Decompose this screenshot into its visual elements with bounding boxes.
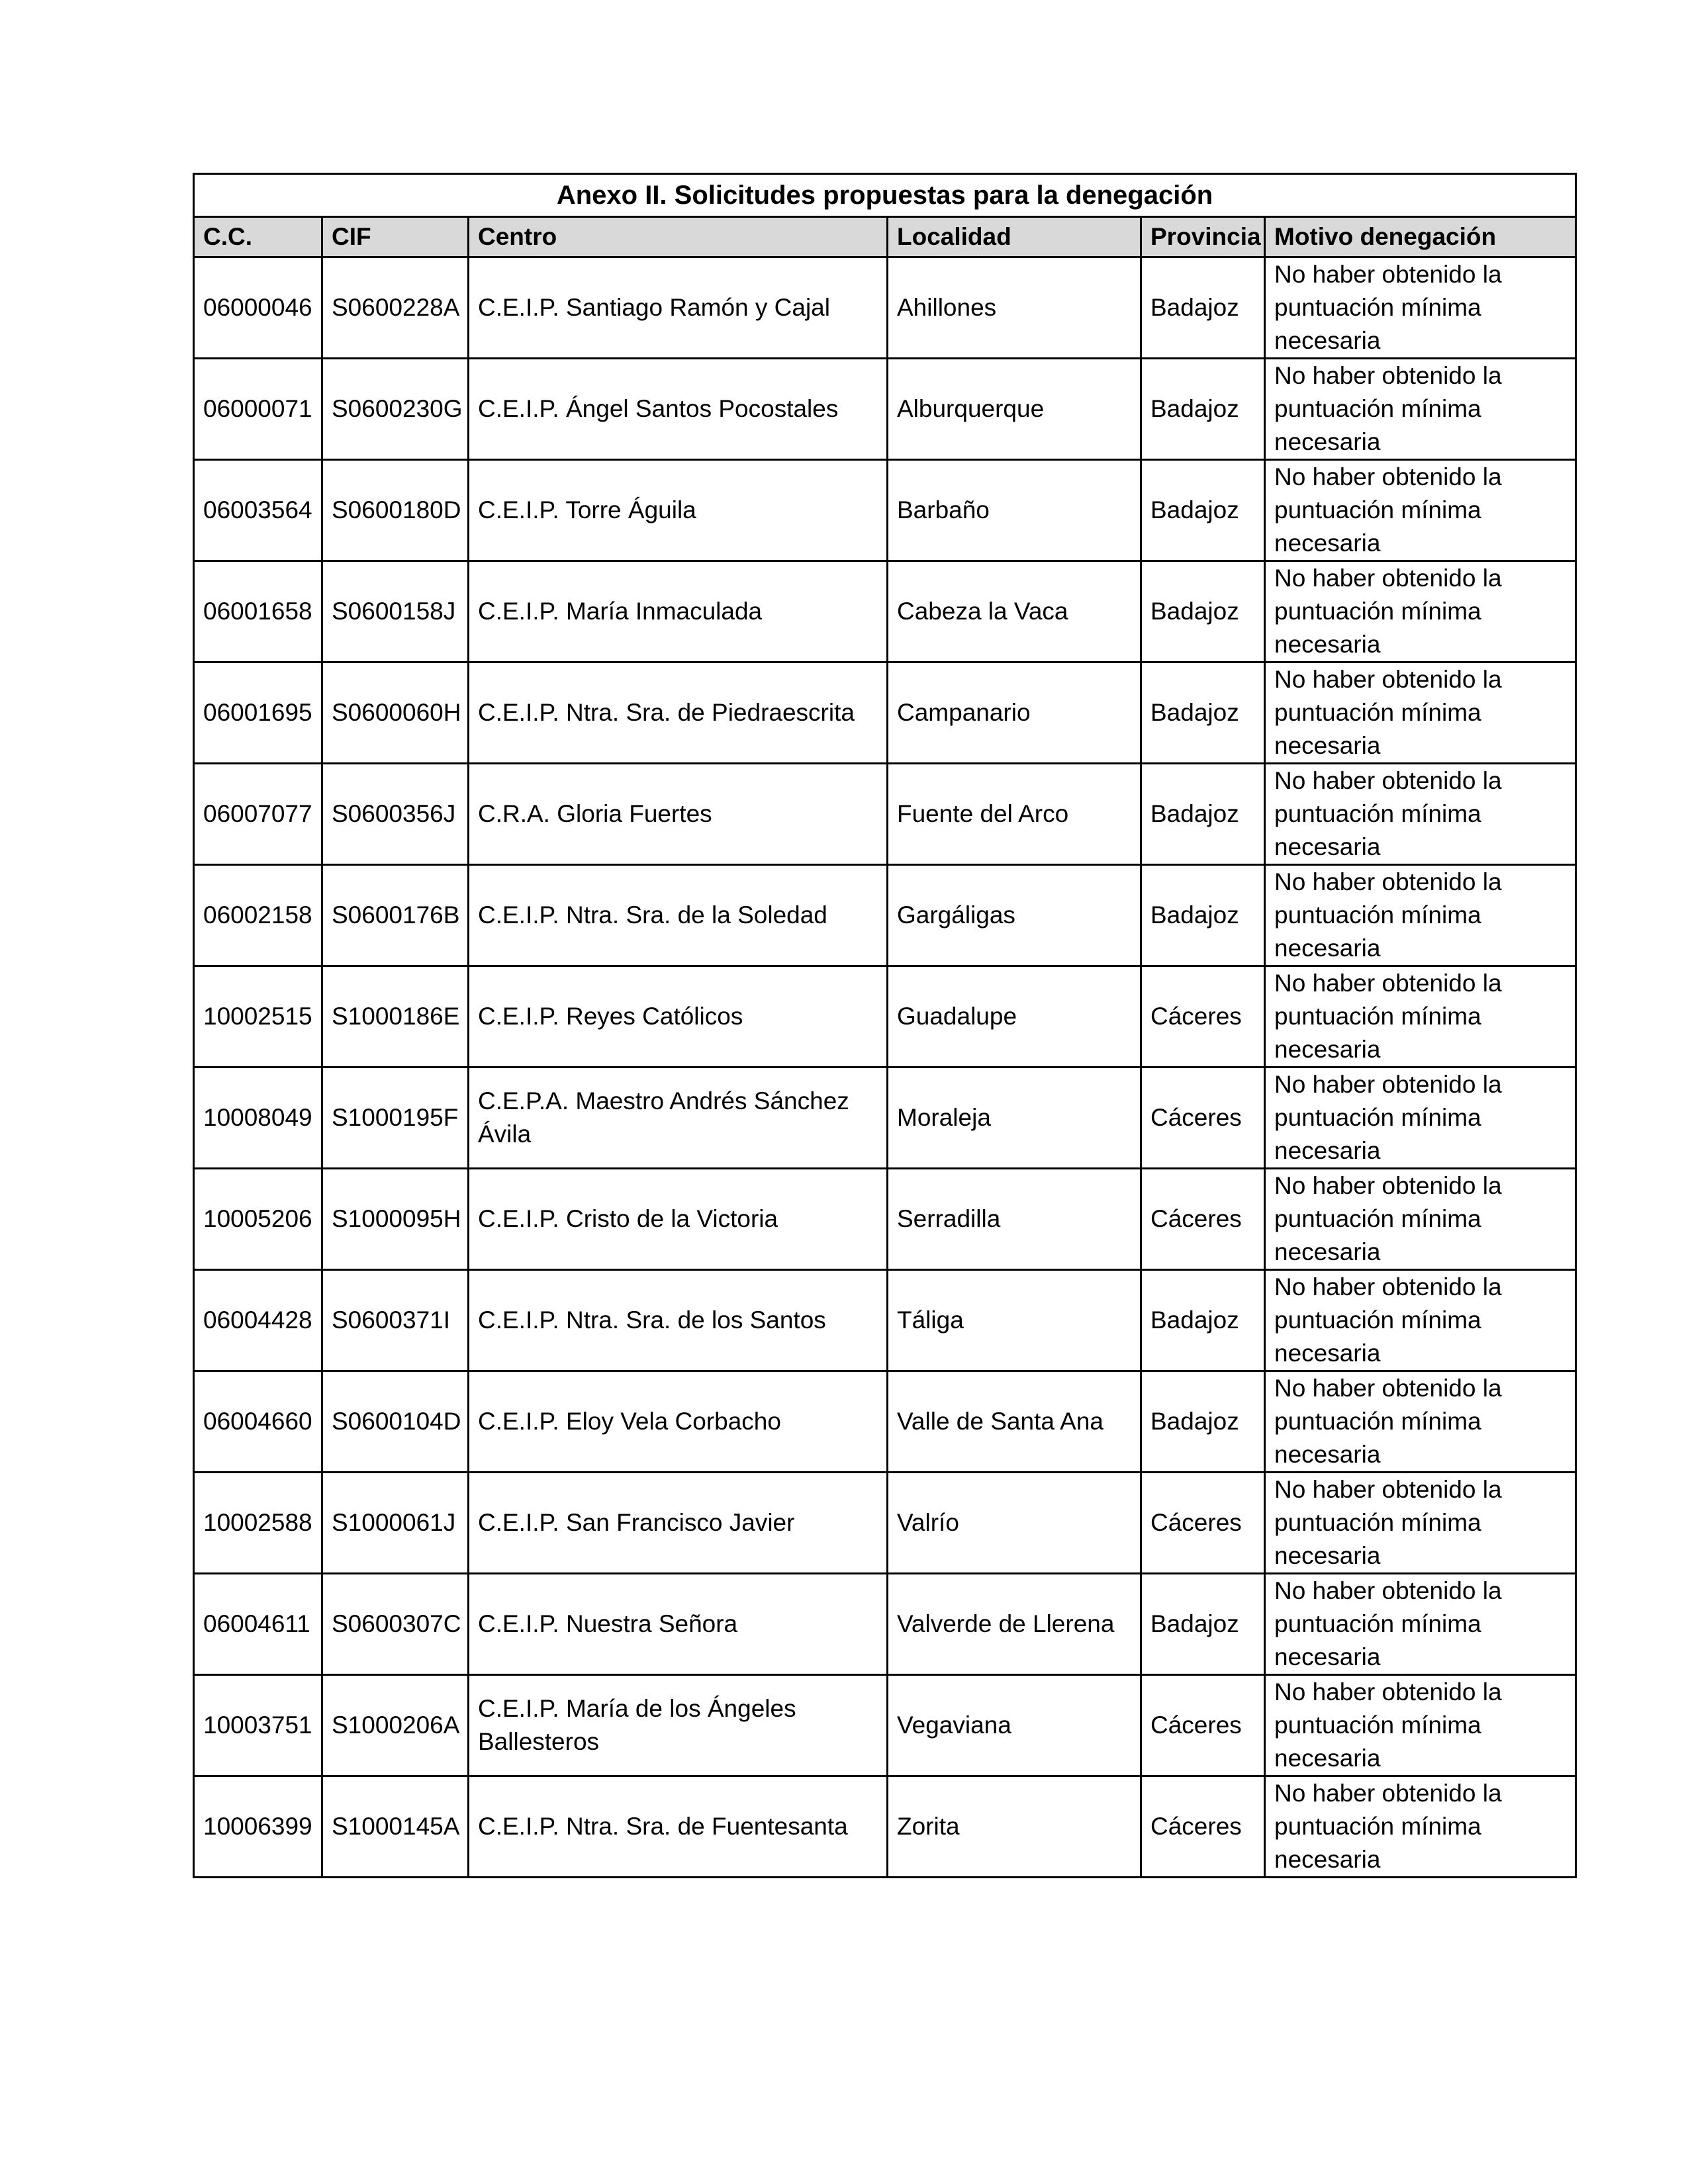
cell-localidad: Serradilla: [888, 1169, 1141, 1270]
cell-cif: S1000095H: [322, 1169, 469, 1270]
cell-centro: C.E.I.P. María Inmaculada: [469, 561, 888, 662]
cell-localidad: Táliga: [888, 1270, 1141, 1371]
cell-centro: C.E.I.P. Ntra. Sra. de la Soledad: [469, 865, 888, 966]
cell-centro: C.R.A. Gloria Fuertes: [469, 764, 888, 865]
cell-cc: 10008049: [194, 1068, 322, 1169]
cell-cc: 10002515: [194, 966, 322, 1068]
cell-provincia: Cáceres: [1141, 1169, 1265, 1270]
table-row: [194, 662, 1576, 764]
cell-cc: 06003564: [194, 460, 322, 561]
cell-motivo: No haber obtenido la puntuación mínima necesaria: [1265, 1068, 1576, 1169]
cell-cc: 06004428: [194, 1270, 322, 1371]
cell-cif: S0600230G: [322, 359, 469, 460]
cell-cc: 06001658: [194, 561, 322, 662]
cell-localidad: Gargáligas: [888, 865, 1141, 966]
table-row: [194, 1574, 1576, 1675]
cell-localidad: Valle de Santa Ana: [888, 1371, 1141, 1473]
cell-cc: 06004611: [194, 1574, 322, 1675]
cell-cif: S0600158J: [322, 561, 469, 662]
cell-cif: S1000195F: [322, 1068, 469, 1169]
cell-centro: C.E.P.A. Maestro Andrés Sánchez Ávila: [469, 1068, 888, 1169]
cell-cif: S0600180D: [322, 460, 469, 561]
cell-motivo: No haber obtenido la puntuación mínima necesaria: [1265, 1574, 1576, 1675]
cell-cif: S1000061J: [322, 1473, 469, 1574]
cell-cif: S0600356J: [322, 764, 469, 865]
cell-motivo: No haber obtenido la puntuación mínima necesaria: [1265, 1776, 1576, 1878]
cell-motivo: No haber obtenido la puntuación mínima necesaria: [1265, 865, 1576, 966]
cell-cc: 06000046: [194, 257, 322, 359]
cell-centro: C.E.I.P. Ntra. Sra. de Fuentesanta: [469, 1776, 888, 1878]
cell-localidad: Campanario: [888, 662, 1141, 764]
cell-cif: S1000206A: [322, 1675, 469, 1776]
cell-centro: C.E.I.P. María de los Ángeles Ballesteros: [469, 1675, 888, 1776]
cell-motivo: No haber obtenido la puntuación mínima necesaria: [1265, 1473, 1576, 1574]
cell-provincia: Cáceres: [1141, 1068, 1265, 1169]
cell-cc: 10002588: [194, 1473, 322, 1574]
cell-provincia: Cáceres: [1141, 1473, 1265, 1574]
cell-localidad: Valverde de Llerena: [888, 1574, 1141, 1675]
cell-cc: 06000071: [194, 359, 322, 460]
cell-provincia: Badajoz: [1141, 1270, 1265, 1371]
header-provincia: Provincia: [1141, 217, 1265, 257]
table-body: [194, 257, 1576, 1878]
cell-centro: C.E.I.P. Ntra. Sra. de Piedraescrita: [469, 662, 888, 764]
cell-motivo: No haber obtenido la puntuación mínima necesaria: [1265, 966, 1576, 1068]
table-row: [194, 1068, 1576, 1169]
cell-provincia: Badajoz: [1141, 1371, 1265, 1473]
cell-centro: C.E.I.P. Torre Águila: [469, 460, 888, 561]
cell-cc: 06007077: [194, 764, 322, 865]
header-cif: CIF: [322, 217, 469, 257]
table-row: [194, 257, 1576, 359]
table-row: [194, 359, 1576, 460]
cell-localidad: Valrío: [888, 1473, 1141, 1574]
cell-cc: 06004660: [194, 1371, 322, 1473]
cell-motivo: No haber obtenido la puntuación mínima necesaria: [1265, 460, 1576, 561]
cell-localidad: Barbaño: [888, 460, 1141, 561]
cell-provincia: Cáceres: [1141, 966, 1265, 1068]
table-row: [194, 966, 1576, 1068]
cell-cif: S0600060H: [322, 662, 469, 764]
cell-provincia: Badajoz: [1141, 561, 1265, 662]
table-row: [194, 1776, 1576, 1878]
cell-cif: S0600371I: [322, 1270, 469, 1371]
cell-centro: C.E.I.P. Ángel Santos Pocostales: [469, 359, 888, 460]
cell-cc: 10003751: [194, 1675, 322, 1776]
cell-provincia: Cáceres: [1141, 1776, 1265, 1878]
cell-centro: C.E.I.P. Cristo de la Victoria: [469, 1169, 888, 1270]
cell-motivo: No haber obtenido la puntuación mínima necesaria: [1265, 1371, 1576, 1473]
table-row: [194, 1473, 1576, 1574]
table-row: [194, 865, 1576, 966]
cell-centro: C.E.I.P. Nuestra Señora: [469, 1574, 888, 1675]
cell-centro: C.E.I.P. Eloy Vela Corbacho: [469, 1371, 888, 1473]
cell-cc: 06001695: [194, 662, 322, 764]
table-row: [194, 1270, 1576, 1371]
cell-localidad: Zorita: [888, 1776, 1141, 1878]
cell-centro: C.E.I.P. San Francisco Javier: [469, 1473, 888, 1574]
cell-centro: C.E.I.P. Reyes Católicos: [469, 966, 888, 1068]
header-localidad: Localidad: [888, 217, 1141, 257]
table-row: [194, 561, 1576, 662]
header-row: [194, 217, 1576, 257]
cell-motivo: No haber obtenido la puntuación mínima necesaria: [1265, 1270, 1576, 1371]
cell-provincia: Badajoz: [1141, 662, 1265, 764]
table-row: [194, 1169, 1576, 1270]
cell-provincia: Badajoz: [1141, 359, 1265, 460]
header-cc: C.C.: [194, 217, 322, 257]
cell-motivo: No haber obtenido la puntuación mínima necesaria: [1265, 561, 1576, 662]
cell-cif: S0600104D: [322, 1371, 469, 1473]
cell-motivo: No haber obtenido la puntuación mínima necesaria: [1265, 764, 1576, 865]
annex-table: [193, 173, 1577, 1878]
cell-centro: C.E.I.P. Santiago Ramón y Cajal: [469, 257, 888, 359]
cell-localidad: Moraleja: [888, 1068, 1141, 1169]
cell-localidad: Fuente del Arco: [888, 764, 1141, 865]
cell-centro: C.E.I.P. Ntra. Sra. de los Santos: [469, 1270, 888, 1371]
cell-provincia: Badajoz: [1141, 764, 1265, 865]
cell-localidad: Cabeza la Vaca: [888, 561, 1141, 662]
cell-provincia: Badajoz: [1141, 865, 1265, 966]
cell-motivo: No haber obtenido la puntuación mínima necesaria: [1265, 1169, 1576, 1270]
table-row: [194, 1675, 1576, 1776]
cell-localidad: Ahillones: [888, 257, 1141, 359]
cell-localidad: Guadalupe: [888, 966, 1141, 1068]
header-centro: Centro: [469, 217, 888, 257]
cell-motivo: No haber obtenido la puntuación mínima necesaria: [1265, 1675, 1576, 1776]
cell-motivo: No haber obtenido la puntuación mínima necesaria: [1265, 662, 1576, 764]
header-motivo: Motivo denegación: [1265, 217, 1576, 257]
cell-localidad: Alburquerque: [888, 359, 1141, 460]
cell-provincia: Badajoz: [1141, 460, 1265, 561]
cell-cc: 10005206: [194, 1169, 322, 1270]
cell-provincia: Badajoz: [1141, 1574, 1265, 1675]
cell-provincia: Badajoz: [1141, 257, 1265, 359]
cell-cif: S0600176B: [322, 865, 469, 966]
table-row: [194, 460, 1576, 561]
cell-cif: S1000145A: [322, 1776, 469, 1878]
cell-localidad: Vegaviana: [888, 1675, 1141, 1776]
cell-cc: 10006399: [194, 1776, 322, 1878]
table-row: [194, 764, 1576, 865]
cell-cif: S1000186E: [322, 966, 469, 1068]
cell-motivo: No haber obtenido la puntuación mínima necesaria: [1265, 359, 1576, 460]
cell-cc: 06002158: [194, 865, 322, 966]
cell-cif: S0600228A: [322, 257, 469, 359]
table-title: Anexo II. Solicitudes propuestas para la denegación: [194, 174, 1576, 217]
cell-cif: S0600307C: [322, 1574, 469, 1675]
cell-provincia: Cáceres: [1141, 1675, 1265, 1776]
cell-motivo: No haber obtenido la puntuación mínima necesaria: [1265, 257, 1576, 359]
table-row: [194, 1371, 1576, 1473]
